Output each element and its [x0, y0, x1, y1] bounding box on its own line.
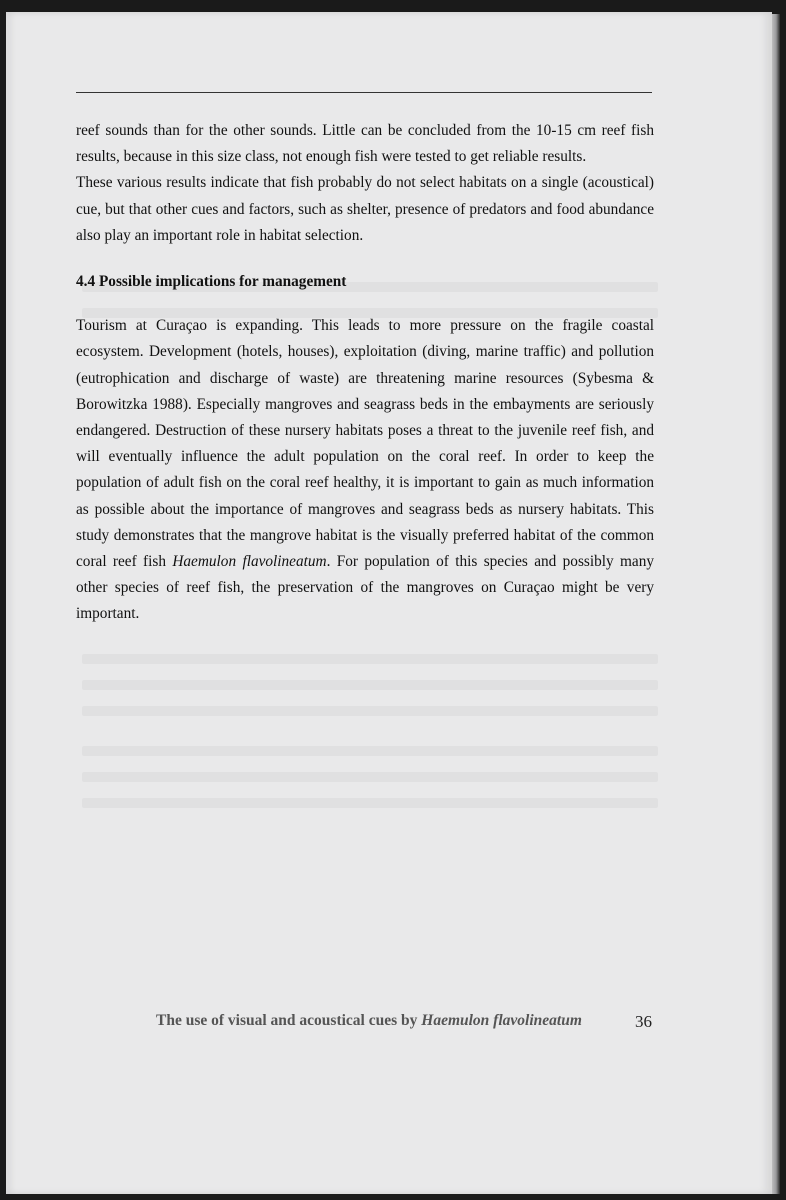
footer-species-name: Haemulon flavolineatum [421, 1012, 582, 1029]
show-through-line [82, 772, 658, 782]
body-text [76, 118, 654, 628]
species-name: Haemulon flavolineatum [172, 553, 327, 571]
show-through-line [82, 798, 658, 808]
footer-title-text: The use of visual and acoustical cues by [156, 1012, 422, 1029]
paragraph [76, 313, 654, 627]
paragraph: reef sounds than for the other sounds. Little can be concluded from the 10-15 cm reef fish results, because in this size class, not enough fish were tested to get reliable results. [76, 122, 654, 166]
show-through-line [82, 706, 658, 716]
header-rule [76, 92, 652, 93]
show-through-line [82, 680, 658, 690]
show-through-line [82, 654, 658, 664]
show-through-line [82, 746, 658, 756]
paragraph: These various results indicate that fish probably do not select habitats on a single (acoustical) cue, but that other cues and factors, such as shelter, presence of predators and food abundance also play an important role in habitat selection. [76, 174, 654, 244]
running-footer-title [156, 1012, 582, 1030]
paragraph-text: . For population of this species and possibly many other species of reef fish, the preservation of the mangroves on Curaçao might be very important. [76, 553, 654, 623]
paragraph-text: Tourism at Curaçao is expanding. This leads to more pressure on the fragile coastal ecosystem. Development (hotels, houses), exploitation (diving, marine traffic) and pollution (eutrophication and discharge of waste) are threatening marine resources (Sybesma & Borowitzka 1988). Especially mangroves and seagrass beds in the embayments are seriously endangered. Destruction of these nursery habitats poses a threat to the juvenile reef fish, and will eventually influence the adult population on the coral reef. In order to keep the population of adult fish on the coral reef healthy, it is important to gain as much information as possible about the importance of mangroves and seagrass beds as nursery habitats. This study demonstrates that the mangrove habitat is the visually preferred habitat of the common coral reef fish [76, 317, 654, 571]
page-number: 36 [635, 1012, 652, 1031]
section-heading: 4.4 Possible implications for management [76, 273, 347, 291]
